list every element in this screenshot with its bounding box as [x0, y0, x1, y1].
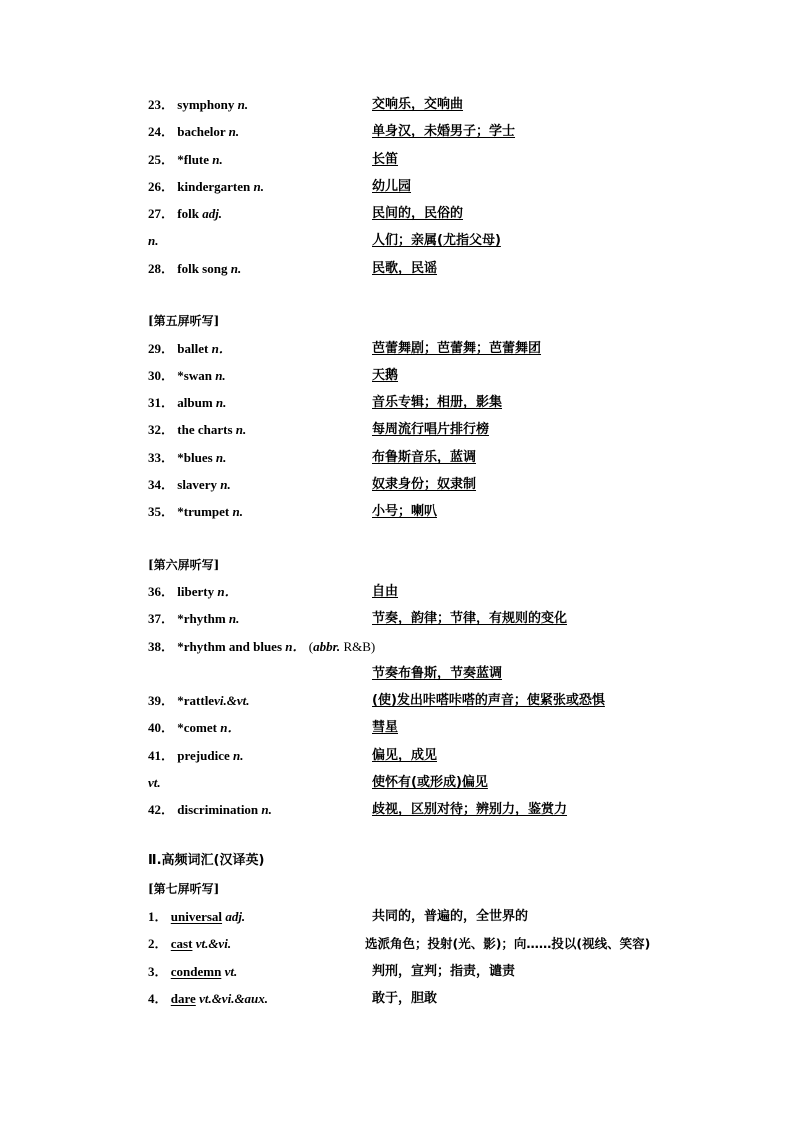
entry-word: folk — [177, 206, 199, 221]
entry-meaning: (使)发出咔嗒咔嗒的声音；使紧张或恐惧 — [372, 693, 605, 708]
entry-pos: n. — [235, 422, 247, 437]
entry-number: 24． — [148, 124, 175, 139]
entry-pos: n. — [212, 152, 223, 167]
entry-pos: n. — [220, 477, 231, 492]
entry-number: 31． — [148, 395, 175, 410]
abbr-text: R&B) — [340, 639, 376, 654]
vocab-row — [0, 907, 794, 927]
entry-meaning: 奴隶身份；奴隶制 — [372, 477, 477, 492]
entry-word: ballet — [177, 341, 209, 356]
entry-word: universal — [170, 909, 223, 924]
entry-word: album — [177, 395, 213, 410]
entry-meaning: 彗星 — [372, 720, 399, 735]
entry-meaning: 芭蕾舞剧；芭蕾舞；芭蕾舞团 — [372, 341, 542, 356]
entry-pos: vt. — [148, 775, 161, 790]
entry-word: liberty — [177, 584, 215, 599]
entry-number: 42． — [148, 802, 175, 817]
entry-number: 4． — [148, 991, 168, 1006]
vocab-row — [0, 475, 794, 495]
entry-number: 33． — [148, 450, 175, 465]
entry-meaning: 偏见，成见 — [372, 748, 438, 763]
entry-word: condemn — [170, 964, 222, 979]
entry-pos: n． — [285, 639, 306, 654]
vocab-row — [0, 231, 794, 251]
entry-meaning: 天鹅 — [372, 368, 399, 383]
entry-meaning: 民间的，民俗的 — [372, 206, 464, 221]
entry-pos: adj. — [202, 206, 223, 221]
vocab-row — [0, 962, 794, 982]
vocab-row — [0, 204, 794, 224]
entry-pos: n. — [237, 97, 249, 112]
vocab-row — [0, 800, 794, 820]
entry-number: 26． — [148, 179, 175, 194]
entry-number: 3． — [148, 964, 168, 979]
entry-number: 41． — [148, 748, 175, 763]
abbr-label: abbr. — [313, 639, 341, 654]
entry-pos: n． — [220, 720, 241, 735]
entry-number: 36． — [148, 584, 175, 599]
entry-word: *flute — [177, 152, 210, 167]
entry-meaning: 小号；喇叭 — [372, 504, 438, 519]
vocab-row — [0, 989, 794, 1009]
entry-word: slavery — [177, 477, 217, 492]
vocab-row — [0, 582, 794, 602]
entry-pos: n． — [217, 584, 238, 599]
entry-pos: vt.&vi. — [195, 936, 232, 951]
entry-meaning: 歧视，区别对待；辨别力，鉴赏力 — [372, 802, 568, 817]
entry-meaning: 共同的，普遍的，全世界的 — [372, 909, 529, 924]
entry-number: 23． — [148, 97, 175, 112]
entry-pos: n. — [232, 504, 243, 519]
vocab-row — [0, 502, 794, 522]
vocab-row — [0, 366, 794, 386]
section-heading: Ⅱ.高频词汇(汉译英) — [148, 853, 265, 868]
entry-number: 32． — [148, 422, 175, 437]
vocab-row — [0, 420, 794, 440]
vocab-row — [0, 773, 794, 793]
section-label: [第六屏听写] — [148, 558, 220, 572]
entry-word: *trumpet — [177, 504, 230, 519]
entry-meaning: 交响乐，交响曲 — [372, 97, 464, 112]
entry-pos: vi.&vt. — [214, 693, 250, 708]
vocab-row — [0, 150, 794, 170]
entry-number: 28． — [148, 261, 175, 276]
entry-number: 38． — [148, 639, 175, 654]
entry-meaning: 单身汉，未婚男子；学士 — [372, 124, 516, 139]
entry-pos: vt.&vi.&aux. — [199, 991, 269, 1006]
entry-meaning: 判刑，宣判；指责，谴责 — [372, 964, 516, 979]
entry-meaning: 人们；亲属(尤指父母) — [372, 233, 501, 248]
entry-pos: n. — [253, 179, 264, 194]
vocab-row — [0, 934, 794, 954]
vocab-row — [0, 95, 794, 115]
entry-meaning: 敢于，胆敢 — [372, 991, 438, 1006]
abbr-open: ( — [308, 639, 314, 654]
vocab-row — [0, 393, 794, 413]
entry-word: bachelor — [177, 124, 226, 139]
vocab-row — [0, 691, 794, 711]
vocab-row — [0, 122, 794, 142]
vocab-row — [0, 339, 794, 359]
entry-number: 27． — [148, 206, 175, 221]
entry-pos: n. — [233, 748, 244, 763]
entry-pos: n. — [228, 124, 240, 139]
entry-meaning: 节奏，韵律；节律，有规则的变化 — [372, 611, 568, 626]
entry-pos: n. — [261, 802, 272, 817]
entry-meaning: 自由 — [372, 584, 399, 599]
entry-word: the charts — [177, 422, 233, 437]
entry-meaning: 每周流行唱片排行榜 — [372, 422, 490, 437]
entry-pos: n. — [215, 450, 227, 465]
entry-number: 1． — [148, 909, 168, 924]
vocab-row — [0, 259, 794, 279]
entry-meaning: 使怀有(或形成)偏见 — [372, 775, 488, 790]
entry-pos: n. — [215, 395, 227, 410]
entry-pos: n. — [228, 611, 240, 626]
entry-number: 25． — [148, 152, 175, 167]
entry-meaning: 音乐专辑；相册，影集 — [372, 395, 503, 410]
entry-word: dare — [170, 991, 196, 1006]
entry-pos: n. — [230, 261, 242, 276]
entry-number: 2． — [148, 936, 168, 951]
entry-pos: n. — [215, 368, 226, 383]
vocab-row — [0, 746, 794, 766]
entry-pos: n. — [148, 233, 159, 248]
vocab-row — [0, 664, 794, 684]
vocab-row — [0, 718, 794, 738]
entry-word: kindergarten — [177, 179, 251, 194]
entry-number: 37． — [148, 611, 175, 626]
entry-pos: n． — [211, 341, 232, 356]
entry-number: 35． — [148, 504, 175, 519]
entry-word: *blues — [177, 450, 213, 465]
entry-number: 40． — [148, 720, 175, 735]
entry-meaning: 选派角色；投射(光、影)；向……投以(视线、笑容) — [365, 936, 651, 951]
entry-word: folk song — [177, 261, 228, 276]
entry-number: 34． — [148, 477, 175, 492]
entry-meaning: 布鲁斯音乐，蓝调 — [372, 450, 477, 465]
vocab-row — [0, 177, 794, 197]
entry-word: discrimination — [177, 802, 259, 817]
entry-word: symphony — [177, 97, 235, 112]
entry-word: *rhythm and blues — [177, 639, 283, 654]
entry-meaning: 长笛 — [372, 152, 399, 167]
entry-pos: vt. — [224, 964, 238, 979]
section-label: [第七屏听写] — [148, 882, 220, 896]
entry-meaning: 节奏布鲁斯，节奏蓝调 — [372, 666, 503, 681]
entry-word: cast — [170, 936, 193, 951]
section-label: [第五屏听写] — [148, 314, 220, 328]
vocab-row — [0, 637, 794, 657]
entry-meaning: 民歌，民谣 — [372, 261, 438, 276]
entry-pos: adj. — [225, 909, 246, 924]
entry-word: *comet — [177, 720, 217, 735]
entry-number: 29． — [148, 341, 175, 356]
vocab-row — [0, 448, 794, 468]
entry-word: *rattle — [177, 693, 215, 708]
entry-number: 30． — [148, 368, 175, 383]
entry-word: prejudice — [177, 748, 230, 763]
entry-meaning: 幼儿园 — [372, 179, 412, 194]
entry-word: *swan — [177, 368, 212, 383]
vocab-row — [0, 609, 794, 629]
entry-word: *rhythm — [177, 611, 226, 626]
entry-number: 39． — [148, 693, 175, 708]
